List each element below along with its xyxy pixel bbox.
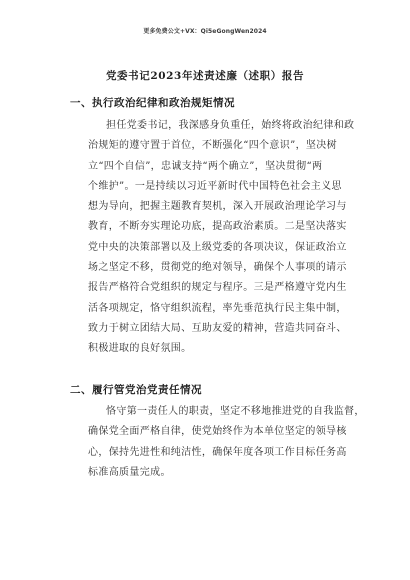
paragraph-line: 心，保持先进性和纯洁性，确保年度各项工作目标任务高 [88,446,347,458]
paragraph-line: 标准高质量完成。 [88,466,171,478]
paragraph-line: 积极进取的良好氛围。 [88,343,192,355]
section-heading-1: 一、执行政治纪律和政治规矩情况 [70,97,235,109]
paragraph-line: 场之坚定不移，贯彻党的绝对领导，确保个人事项的请示 [88,262,347,274]
header-watermark: 更多免费公文+VX：Qi5eGongWen2024 [143,28,267,35]
paragraph-line: 致力于树立团结大局、互助友爱的精神，营造共同奋斗、 [88,322,347,334]
paragraph-line: 想为导向，把握主题教育契机，深入开展政治理论学习与 [88,201,347,213]
paragraph-line: 活各项规定，恪守组织流程，率先垂范执行民主集中制， [88,302,347,314]
section-paragraph-1 [88,116,360,360]
paragraph-line: 立“四个自信”，忠诚支持“两个确立”，坚决贯彻“两 [88,160,323,172]
paragraph-line: 治规矩的遵守置于首位，不断强化“四个意识”，坚决树 [88,140,337,152]
paragraph-line: 确保党全面严格自律，使党始终作为本单位坚定的领导核 [88,426,347,438]
paragraph-line: 恪守第一责任人的职责，坚定不移地推进党的自我监督， [106,406,365,417]
paragraph-line: 党中央的决策部署以及上级党委的各项决议，保证政治立 [88,241,347,253]
paragraph-line: 报告严格符合党组织的规定与程序。三是严格遵守党内生 [88,282,347,294]
paragraph-line: 个维护”。一是持续以习近平新时代中国特色社会主义思 [88,180,342,192]
document-title: 党委书记2023年述责述廉（述职）报告 [105,70,305,82]
paragraph-line: 教育，不断夯实理论功底，提高政治素质。二是坚决落实 [88,221,347,233]
paragraph-line: 担任党委书记，我深感身负重任，始终将政治纪律和政 [106,120,355,131]
section-heading-2: 二、履行管党治党责任情况 [70,384,202,396]
section-paragraph-2 [88,402,365,483]
